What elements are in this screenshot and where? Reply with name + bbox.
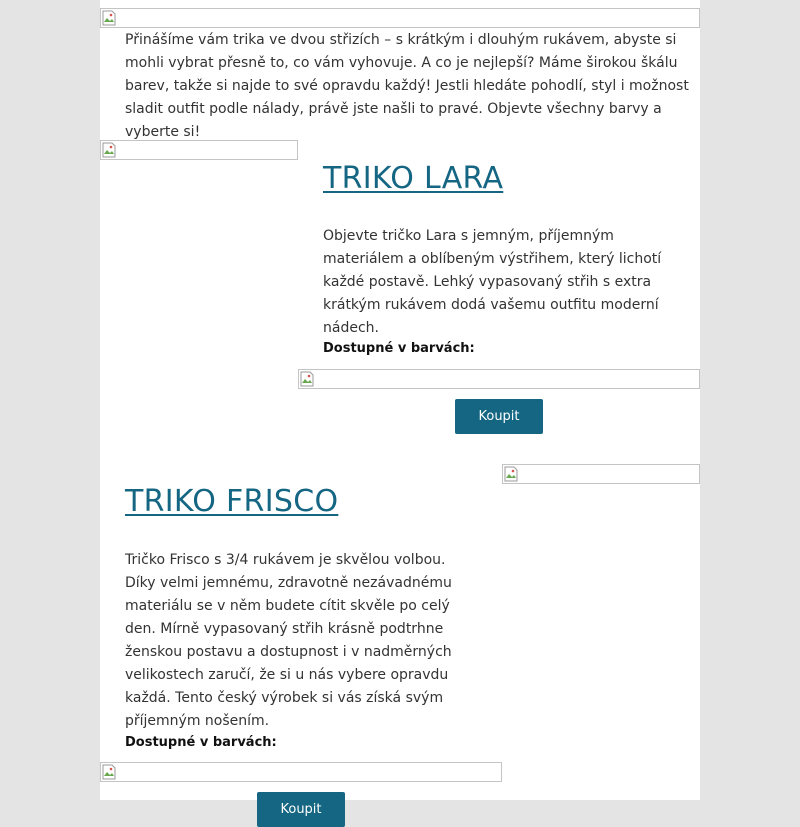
broken-image-icon [504,466,518,482]
intro-text: Přinášíme vám trika ve dvou střizích – s krátkým i dlouhým rukávem, abyste si mohli vybrat přesně to, co vám vyhovuje. A co je nejlepší? Máme širokou škálu barev, takže si najde to své opravdu každý! Jestli hledáte pohodlí, styl i možnost sladit outfit podle nálady, právě jste našli to pravé. Objevte všechny barvy a vyberte si! [125,32,689,140]
product-lara-title[interactable]: TRIKO LARA [323,161,504,196]
product-lara-colors-image [298,369,700,389]
product-frisco-image [502,464,700,484]
broken-image-icon [102,142,116,158]
product-frisco-buy-button[interactable]: Koupit [257,792,345,827]
product-frisco-colors-image [100,762,502,782]
product-frisco-colors-label: Dostupné v barvách: [125,735,277,750]
product-lara-buy-button[interactable]: Koupit [455,399,543,434]
product-lara-description: Objevte tričko Lara s jemným, příjemným materiálem a oblíbeným výstřihem, který lichotí každé postavě. Lehký vypasovaný střih s extra krátkým rukávem dodá vašemu outfitu moderní nádech. [323,228,662,336]
broken-image-icon [102,764,116,780]
broken-image-icon [300,371,314,387]
product-frisco-description: Tričko Frisco s 3/4 rukávem je skvělou volbou. Díky velmi jemnému, zdravotně nezávadnému materiálu se v něm budete cítit skvěle po celý den. Mírně vypasovaný střih krásně podtrhne ženskou postavu a dostupnost i v nadměrných velikostech zaručí, že si u nás vybere opravdu každá. Tento český výrobek si vás získá svým příjemným nošením. [125,552,452,729]
header-banner-image [100,8,700,28]
product-frisco-title[interactable]: TRIKO FRISCO [125,484,339,519]
product-lara-image [100,140,298,160]
product-lara-colors-label: Dostupné v barvách: [323,341,475,356]
broken-image-icon [102,10,116,26]
email-content [100,0,700,817]
